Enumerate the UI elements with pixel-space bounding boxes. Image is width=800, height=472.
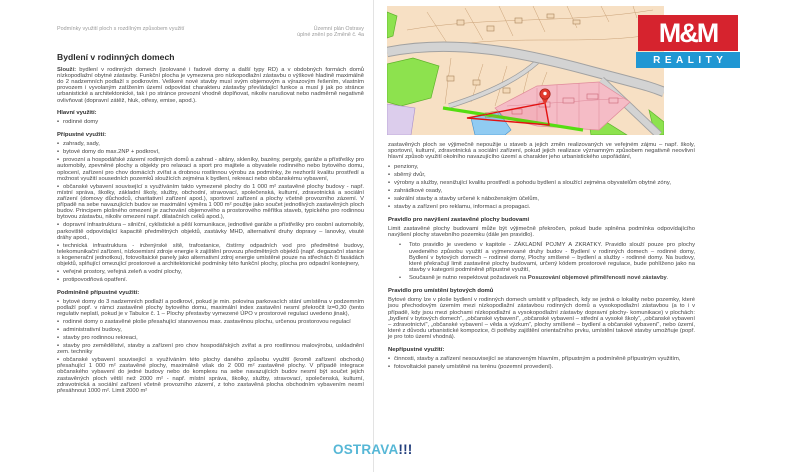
bullet-item: • stavby pro rodinnou rekreaci, [57,335,138,342]
bullet-item: • sakrální stavby a stavby určené k náboženským účelům, [388,196,540,203]
page-title: Bydlení v rodinných domech [57,51,175,62]
bullet-marker: • [388,196,391,203]
bullet-marker: • [57,269,60,276]
bullet-marker: • [57,119,60,126]
bullet-marker: • [388,188,391,195]
section-heading-main-use: Hlavní využití: [57,110,97,117]
mm-reality-logo [636,15,740,68]
bullet-item: • rodinné domy [57,119,99,126]
bullet-marker: • [57,149,60,156]
section-heading-rule-apartment-buildings: Pravidlo pro umístění bytových domů [388,288,494,295]
zoning-map-graphic [387,6,664,135]
bullet-marker: • [388,164,391,171]
page-left [57,26,364,396]
bullet-marker: • [57,242,60,249]
bullet-marker: • [388,363,391,370]
page-divider [373,0,374,472]
bullet-marker: • [57,141,60,148]
header-plan-name: Územní plán Ostravy [313,26,364,32]
section-heading-permitted-use: Přípustné využití: [57,132,107,139]
bullet-item: • veřejné prostory, veřejná zeleň a vodní plochy, [57,269,183,276]
zoning-map [387,6,664,135]
bullet-item: • fotovoltaické panely umístěné na terénu (pozemní provedení). [388,363,554,370]
bullet-marker: • [57,327,60,334]
bullet-item: • činnosti, stavby a zařízení nesouvisející se stanoveným hlavním, přípustným a podmíněně přípustným využitím, [388,356,681,363]
bullet-item: • zahrady, sady, [57,141,100,148]
bullet-marker: • [57,343,60,349]
watermark-city-text: OSTRAVA [333,442,399,457]
logo-mm-text: M&M [638,15,738,51]
bullet-item: • Současně je nutno respektovat požadavek na Posuzování objemové přiměřenosti nové zástavby. [399,275,669,282]
bullet-marker: • [57,183,60,190]
bullet-item: • občanské vybavení související s využíváním takto vymezené plochy do 1 000 m² zastavěné plochy budovy - např. místní správa, školky, základní školy, služby, obchodní, stravovací, společenská, kulturní, zdravotnická a sociální zařízení (domovy důchodců, charitativní zařízení apod.), sportovní zařízení a plochy včetně provozního zázemí. V případě na sebe navazujících budov se maximální výměra 1 000 m² použije jako součet jednotlivých zastavěných ploch budov. Principem plošného omezení je zachování objemového a prostorového měřítka staveb, typického pro rodinnou bytovou zástavbu, nikoliv omezení např. dilatačních celků apod.), [57,183,364,221]
section-heading-conditional-use: Podmíněně přípustné využití: [57,289,140,296]
bullet-marker: • [57,157,60,164]
rule-apartment-buildings-text: Bytové domy lze v ploše bydlení v rodinných domech umístit v případech, kdy se jedná o lokality nebo pozemky, které jsou přechodovým územím mezi nízkopodlažní zástavbou rodinných domů a vysokopodlažní zástavbou (a to i v případě, kdy jsou mezi plochami nízkopodlažní a vysokopodlažní zástavby dopravní plochy- komunikace) v plochách: „bydlení v bytových domech“, „občanské vybavení“, „občanské vybavení – střední a vysoké školy“, „občanské vybavení – zdravotnictví“, „občanské vybavení – věda a výzkum“, plochy smíšené – bydlení a občanské vybavení“, nebo území, které z důvodu urbanistické kompozice, či potřeby zajištění orientačního prvku, umístění takové stavby umožňuje (popř. je pro toto území vhodná). [388,297,695,341]
bullet-item: • výrobny a služby, nesnižující kvalitu prostředí a pohodu bydlení a sloužící zejména obyvatelům obytné zóny, [388,180,671,187]
intro-label: Slouží: [57,66,76,73]
bullet-item: • provozní a hospodářské zázemí rodinných domů a zahrad - altány, skleníky, bazény, pergoly, garáže a přístřešky pro automobily, zpevněné plochy a objekty pro relaxaci a sport pro majitele a obyvatele rodinného nebo bytového domu, oplocení, zařízení pro chov domácích zvířat a drobnou rostlinnou výrobu za podmínky, že nezhorší kvalitu prostředí a možnost využití sousedních pozemků sloužících zejména k bydlení, rekreaci nebo občanskému vybavení, [57,157,364,182]
bullet-marker: • [399,275,402,282]
ostrava-watermark [333,442,413,457]
bullet-item: • technická infrastruktura - inženýrské sítě, trafostanice, čistírny odpadních vod pro předmětné budovy, telekomunikační zařízení, nízkoemisní zdroje energie k zajištění provozu předmětných objektů (např. degazační stanice s kogenerační jednotkou), fotovoltaické panely jako alternativní zdroj energie umístěné pouze na střechách či fasádách objektů, splňující omezující prostorové a architektonické podmínky této funkční plochy, plocha pro odpadní kontejnery, [57,242,364,268]
document-header [57,26,364,39]
intro-paragraph [57,67,364,104]
bullet-item: • dopravní infrastruktura – silniční, cyklistické a pěší komunikace, jednotlivé garáže a přístřešky pro osobní automobily, parkoviště odpovídající kapacitě předmětných objektů, zastávky MHD, alternativní druhy dopravy – lanovky, visuté dráhy apod., [57,222,364,241]
bullet-marker: • [57,298,60,305]
bullet-marker: • [388,172,391,179]
bullet-marker: • [57,277,60,284]
bullet-item: • protipovodňová opatření. [57,277,128,284]
bullet-item: • Toto pravidlo je uvedeno v kapitole - ZÁKLADNÍ POJMY A ZKRATKY. Pravidlo slouží pouze pro plochy uvedeného způsobu využití a vyjmenované druhy budov - Bydlení v rodinných domech – rodinné domy, Bydlení v bytových domech – rodinné domy, Plochy smíšené – bydlení a služby - rodinné domy. Na budovy, které překračují limit zastavěné plochy budovami, určený kódem prostorové regulace, bude pohlíženo jako na stavby v kategorii podmíněně přípustné využití, [399,242,695,274]
bullet-item: • zahrádkové osady, [388,188,443,195]
bullet-item: • bytové domy do max.2NP + podkroví, [57,149,160,156]
bullet-marker: • [57,319,60,326]
bullet-item: • penziony, [388,164,419,171]
bullet-item: • stavby pro zemědělství, stavby a zařízení pro chov hospodářských zvířat a pro rostlinnou malovýrobu, uskladnění zem. techniky [57,343,364,356]
bullet-marker: • [399,242,402,249]
bullet-item: • občanské vybavení související s využíváním této plochy daného způsobu využití (kromě zařízení obchodu) přesahující 1 000 m² zastavěné plochy, maximálně však do 2 000 m² zastavěné plochy. V případě integrace občanského vybavení do jedné budovy nebo do komplexu na sebe navazujících budov nesmí být součet jejich zastavěných ploch větší než 2000 m² - např. místní správa, školky, služby, stravovací, společenská, kulturní, zdravotnická a sociální zařízení včetně provozního zázemí, z toho zastavěná plocha obchodním vybavením nesmí přesáhnout 1000 m². Limit 2000 m² [57,357,364,394]
header-left-text: Podmínky využití ploch s rozdílným způsobem využití [57,26,185,32]
header-right-text [297,26,364,39]
intro-text: bydlení v rodinných domech (izolované i řadové domy a další typy RD) a v obdobných formách domů nízkopodlažní obytné zástavby. Funkční plocha je vymezena pro nízkopodlažní zástavbu o výškové hladině maximálně do 2 nadzemních podlaží s podkrovím. Veškeré nové stavby musí svým objemovým a výrazovým řešením, vlastním provozem i vyvolaným zatížením území odpovídat charakteru zástavby převládající funkce a musí ji jak po stránce urbanistické a architektonické, tak i po stránce provozní vhodně doplňovat, nikoliv narušovat nebo nadměrně negativně ovlivňovat (dopravní zátěž, hluk, otřesy, emise, apod.). [57,66,364,104]
section-heading-rule-built-area: Pravidlo pro navýšení zastavěné plochy budovami [388,216,530,223]
section-heading-inadmissible-use: Nepřípustné využití: [388,346,445,353]
bullet-marker: • [388,180,391,187]
bullet-marker: • [388,204,391,211]
bullet-marker: • [57,335,60,342]
bullet-marker: • [388,356,391,363]
rule-built-area-intro: Limit zastavěné plochy budovami může být výjimečně překročen, pokud bude splněna podmínka odpovídajícího navýšení plochy stavebního pozemku (dále jen pravidlo). [388,226,695,239]
continuation-paragraph: zastavěných ploch se výjimečně nepoužije u staveb a jejich změn realizovaných ve veřejném zájmu – např. školy, sportovní, kulturní, zdravotnická a sociální zařízení, pokud jejich realizace významným způsobem negativně neovlivní hlavní způsob využití okolního navazujícího území a charakter jeho urbanistického uspořádání, [388,142,695,161]
bullet-item: • stavby a zařízení pro reklamu, informaci a propagaci. [388,204,531,211]
bullet-item: • bytové domy do 3 nadzemních podlaží a podkroví, pokud je min. polovina parkovacích stání umístěna v podzemním podlaží popř. v rámci zastavěné plochy bytového domu, maximální index zastavění nesmí překročit Iz=0,30 (tento regulativ neplatí, pokud je v Tabulce č. 1 – Plochy přestavby vymezené ÚPO v prostorové regulaci uvedeno jinak), [57,298,364,318]
bullet-marker: • [57,357,60,364]
bullet-item: • sběrný dvůr, [388,172,426,179]
bullet-item: • rodinné domy o zastavěné ploše přesahující stanovenou max. zastavěnou plochu, určenou prostorovou regulací [57,319,351,326]
logo-reality-text: REALITY [636,52,740,68]
bullet-marker: • [57,222,60,229]
bullet-item: • administrativní budovy, [57,327,122,334]
header-plan-version: úplné znění po Změně č. 4a [297,32,364,39]
watermark-exclamation: !!! [398,442,413,457]
page-right [388,142,695,372]
